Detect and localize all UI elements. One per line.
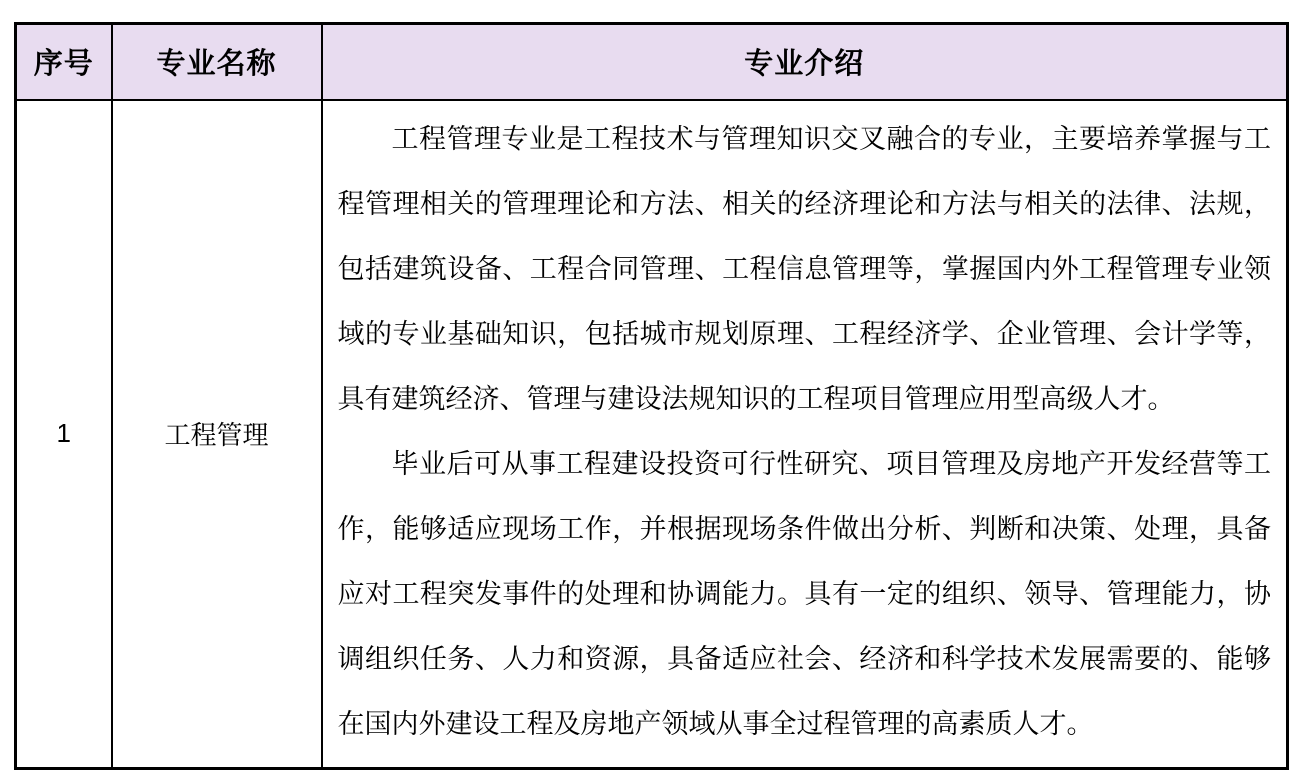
intro-paragraph-2: 毕业后可从事工程建设投资可行性研究、项目管理及房地产开发经营等工作，能够适应现场工作，并根据现场条件做出分析、判断和决策、处理，具备应对工程突发事件的处理和协调能力。具有一定的组织、领导、管理能力，协调组织任务、人力和资源，具备适应社会、经济和科学技术发展需要的、能够在国内外建设工程及房地产领域从事全过程管理的高素质人才。 xyxy=(337,448,1271,739)
header-cell-index: 序号 xyxy=(16,24,112,100)
table-body xyxy=(16,100,1288,769)
majors-table xyxy=(14,22,1289,770)
header-cell-major-intro: 专业介绍 xyxy=(322,24,1288,100)
cell-row-index: 1 xyxy=(16,100,112,769)
cell-major-name: 工程管理 xyxy=(112,100,322,769)
intro-paragraph-1: 工程管理专业是工程技术与管理知识交叉融合的专业，主要培养掌握与工程管理相关的管理理论和方法、相关的经济理论和方法与相关的法律、法规，包括建筑设备、工程合同管理、工程信息管理等，掌握国内外工程管理专业领域的专业基础知识，包括城市规划原理、工程经济学、企业管理、会计学等，具有建筑经济、管理与建设法规知识的工程项目管理应用型高级人才。 xyxy=(337,123,1271,414)
cell-major-intro xyxy=(322,100,1288,769)
header-row xyxy=(16,24,1288,100)
table-header xyxy=(16,24,1288,100)
header-cell-major-name: 专业名称 xyxy=(112,24,322,100)
table-row xyxy=(16,100,1288,769)
